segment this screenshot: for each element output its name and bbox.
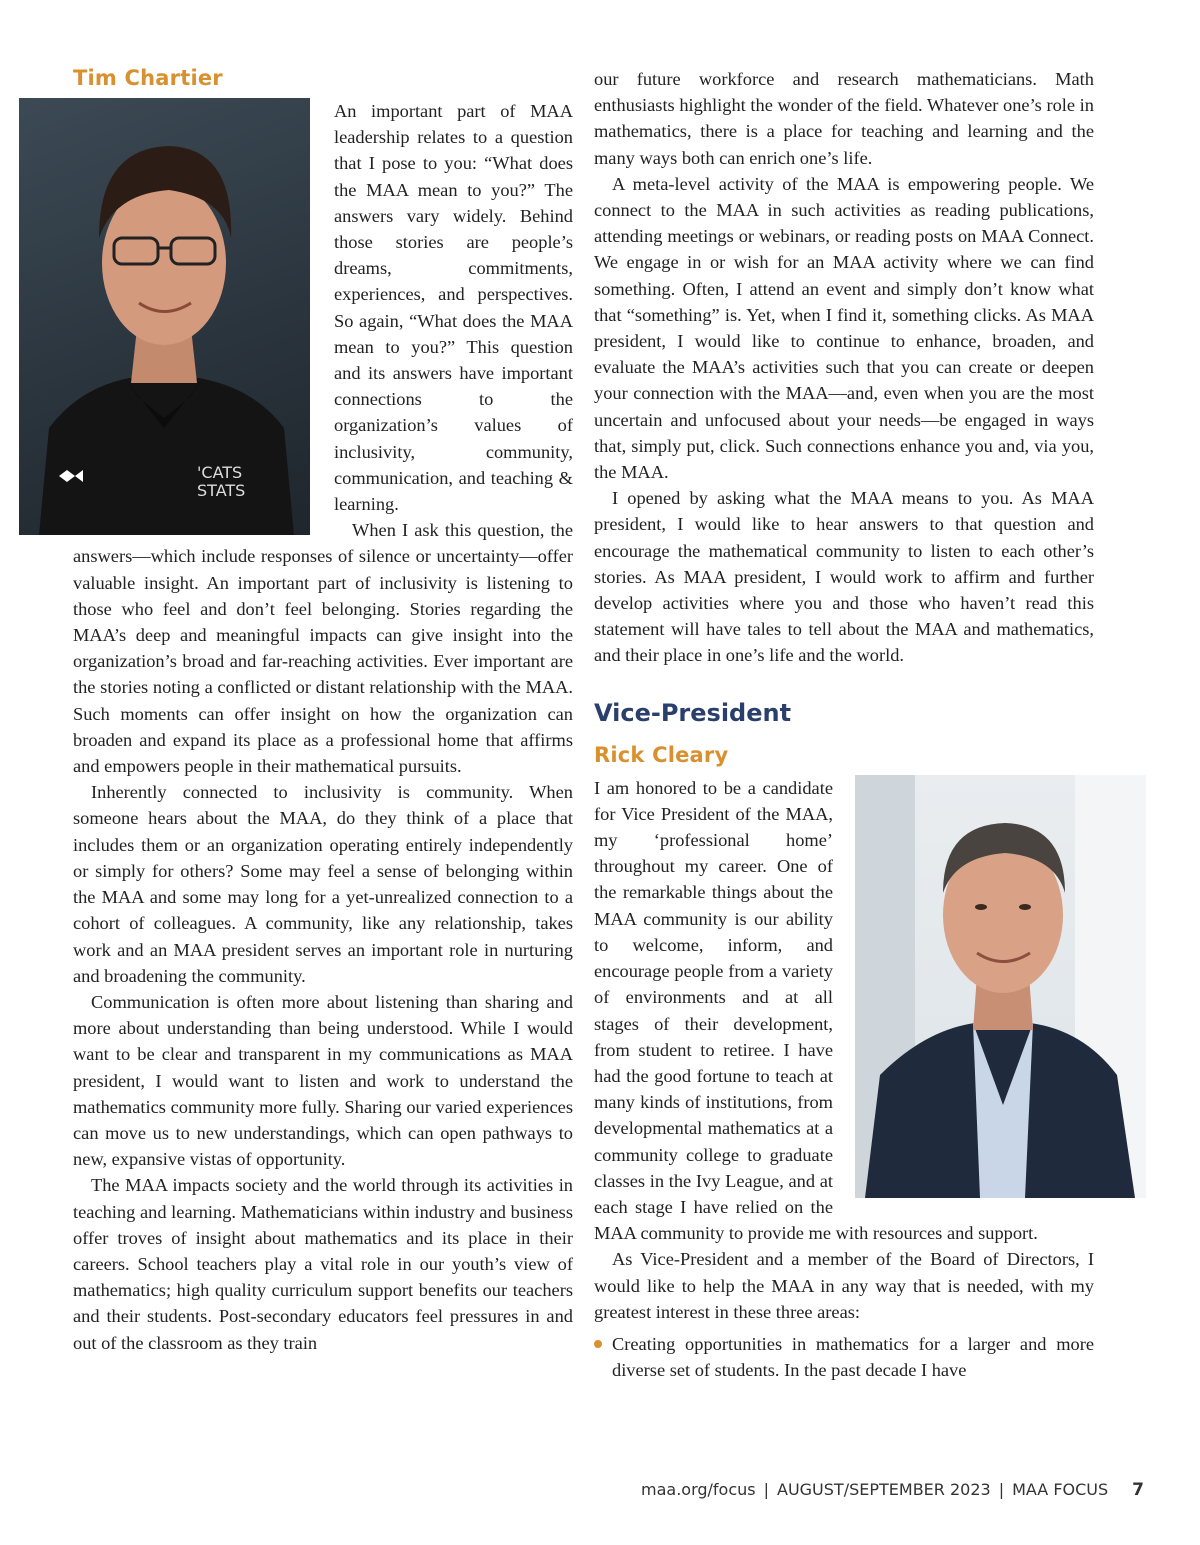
chartier-paragraph-2: When I ask this question, the answers—which include responses of silence or uncertainty—offer valuable insight. An important part of inclusivity is listening to those who feel and don’t feel belonging. Stories regarding the MAA’s deep and meaningful impacts can give insight into the organization’s broad and far-reaching activities. Ever important are the stories noting a conflicted or distant relationship with the MAA. Such moments can offer insight on how the organization can broaden and expand its place as a professional home that affirms and empowers people in their mathematical pursuits. (73, 520, 573, 777)
candidate-name-cleary: Rick Cleary (594, 742, 729, 767)
footer-issue: AUGUST/SEPTEMBER 2023 (777, 1480, 991, 1499)
footer-separator: | (763, 1480, 769, 1499)
bullet-icon (594, 1340, 602, 1348)
svg-text:'CATS: 'CATS (197, 463, 243, 482)
chartier-paragraph-8: I opened by asking what the MAA means to you. As MAA president, I would like to hear answers to that question and encourage the mathematical community to listen to each other’s stories. As MAA president, I would work to affirm and further develop activities where you and those who haven’t read this statement will have tales to tell about the MAA and mathematics, and their place in one’s life and the world. (594, 488, 1094, 666)
photo-rick-cleary (855, 775, 1146, 1198)
chartier-paragraph-7: A meta-level activity of the MAA is empowering people. We connect to the MAA in such activities as reading publications, attending meetings or webinars, or reading posts on MAA Connect. We engage in or wish for an MAA activity where we can find something. Often, I attend an event and simply don’t know what that “something” is. Yet, when I find it, something clicks. As MAA president, I would like to continue to enhance, broaden, and evaluate the MAA’s activities such that you can create or deepen your connection with the MAA—and, even when you are the most uncertain and unfocused about your needs—be engaged in ways that, simply put, click. Such connections enhance you and, via you, the MAA. (594, 173, 1094, 483)
page-number: 7 (1132, 1480, 1144, 1500)
left-column (73, 66, 573, 1356)
footer-url: maa.org/focus (641, 1480, 756, 1499)
candidate-name-chartier: Tim Chartier (73, 66, 223, 90)
right-column (594, 66, 1094, 1383)
footer-separator: | (998, 1480, 1005, 1499)
chartier-paragraph-4: Communication is often more about listening than sharing and more about understanding than being understood. While I would want to be clear and transparent in my communications as MAA president, I would want to listen and work to understand the mathematics community more fully. Sharing our varied experiences can move us to new understandings, which can open pathways to new, expansive vistas of opportunity. (73, 991, 573, 1170)
chartier-paragraph-1: An important part of MAA leadership relates to a question that I pose to you: “What does the MAA mean to you?” The answers vary widely. Behind those stories are people’s dreams, commitments, experiences, and perspectives. So again, “What does the MAA mean to you?” This question and its answers have important connections to the organization’s values of inclusivity, community, communication, and teaching & learning. (334, 101, 573, 515)
page-footer (641, 1480, 1144, 1500)
list-item-text: Creating opportunities in mathematics for a larger and more diverse set of students. In the past decade I have (612, 1333, 1094, 1381)
chartier-paragraph-6: our future workforce and research mathematicians. Math enthusiasts highlight the wonder of the field. Whatever one’s role in mathematics, there is a place for teaching and learning and the many ways both can enrich one’s life. (594, 69, 1094, 168)
photo-tim-chartier (19, 98, 310, 535)
cleary-paragraph-2: As Vice-President and a member of the Board of Directors, I would like to help the MAA in any way that is needed, with my greatest interest in these three areas: (594, 1249, 1094, 1322)
svg-text:STATS: STATS (197, 481, 246, 500)
chartier-paragraph-5: The MAA impacts society and the world through its activities in teaching and learning. Mathematicians within industry and business offer troves of insight about mathematics and its place in their careers. School teachers play a vital role in our youth’s view of mathematics; high quality curriculum support benefits our teachers and their students. Post-secondary educators feel pressures in and out of the classroom as they train (73, 1175, 573, 1353)
section-title-vice-president: Vice-President (594, 698, 792, 727)
list-item (594, 1331, 1094, 1383)
cleary-paragraph-1: I am honored to be a candidate for Vice President of the MAA, my ‘professional home’ throughout my career. One of the remarkable things about the MAA community is our ability to welcome, inform, and encourage people from a variety of environments and at all stages of their development, from student to retiree. I have had the good fortune to teach at many kinds of institutions, from developmental mathematics at a community college to graduate classes in the Ivy League, and at each stage I have relied on the MAA community to provide me with resources and support. (594, 777, 1038, 1244)
chartier-paragraph-3: Inherently connected to inclusivity is community. When someone hears about the MAA, do they think of a place that includes them or an organization operating entirely independently or simply for others? Some may feel a sense of belonging within the MAA and some may long for a yet-unrealized connection to a cohort of colleagues. A community, like any relationship, takes work and an MAA president serves an important role in nurturing and broadening the community. (73, 782, 573, 986)
cleary-interest-list (594, 1331, 1094, 1383)
footer-magazine: MAA FOCUS (1012, 1480, 1109, 1499)
